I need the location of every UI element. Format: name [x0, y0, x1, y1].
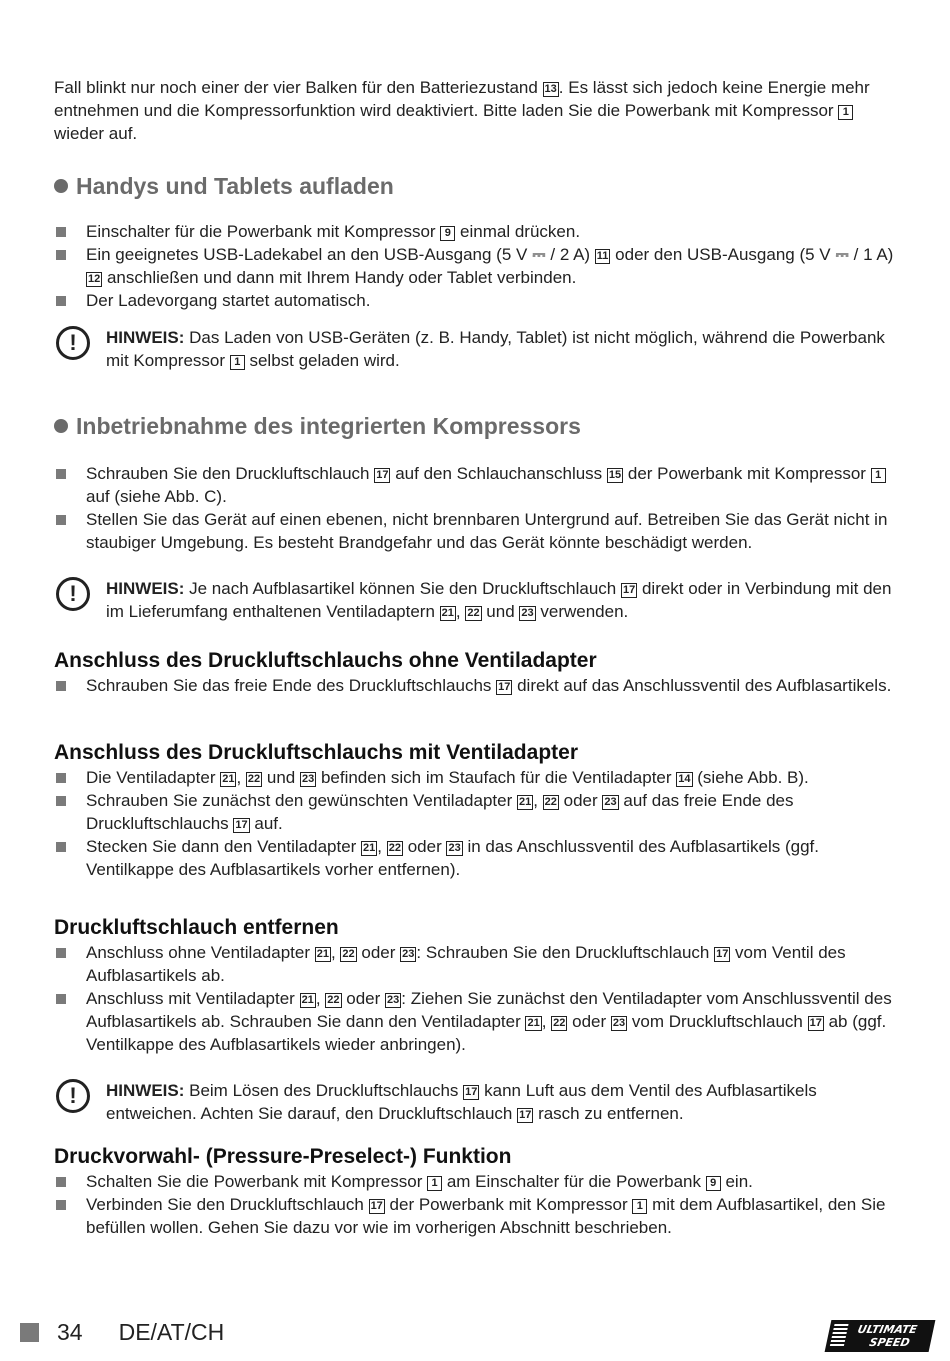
square-bullet-icon: [56, 681, 66, 691]
ref-number: 1: [427, 1176, 442, 1191]
list-item: Stecken Sie dann den Ventiladapter 21 , 22 oder 23 in das Anschlussventil des Aufblasartikels (ggf. Ventilkappe des Aufblasartikels vorher entfernen).: [54, 835, 899, 881]
square-bullet-icon: [56, 515, 66, 525]
ref-number: 22: [342, 948, 355, 960]
ref-number: 23: [387, 994, 400, 1006]
ref-number: 21: [222, 773, 235, 785]
ref-number: 21: [518, 796, 532, 808]
ref-number: 21: [527, 1017, 540, 1029]
list-item: Einschalter für die Powerbank mit Kompressor 9 einmal drücken.: [54, 220, 899, 243]
subsection-heading: Anschluss des Druckluftschlauchs mit Ventiladapter: [54, 741, 578, 764]
square-bullet-icon: [56, 773, 66, 783]
dc-symbol-icon: ⎓: [835, 245, 849, 264]
logo-stripes-icon: [829, 1324, 848, 1348]
footer-square-icon: [20, 1323, 39, 1342]
heading-bullet-icon: [54, 419, 68, 433]
section-heading: Inbetriebnahme des integrierten Kompressors: [54, 412, 899, 440]
list-item: Schrauben Sie zunächst den gewünschten Ventiladapter 21 , 22 oder 23 auf das freie Ende des Druckluftschlauchs 17 auf.: [54, 789, 899, 835]
square-bullet-icon: [56, 469, 66, 479]
list-item: Verbinden Sie den Druckluftschlauch 17 der Powerbank mit Kompressor 1 mit dem Aufblasartikel, den Sie befüllen wollen. Gehen Sie dazu vor wie im vorherigen Abschnitt beschrieben.: [54, 1193, 899, 1239]
ref-number: 17: [622, 584, 636, 596]
ref-number: 17: [465, 1086, 478, 1098]
ref-number: 17: [376, 469, 389, 481]
note-block: ! HINWEIS: Beim Lösen des Druckluftschlauchs 17 kann Luft aus dem Ventil des Aufblasartikels entweichen. Achten Sie darauf, den Druckluftschlauch 17 rasch zu entfernen.: [54, 1079, 899, 1125]
ref-number: 9: [706, 1176, 721, 1191]
section-heading: Handys und Tablets aufladen: [54, 172, 899, 200]
list-item: Stellen Sie das Gerät auf einen ebenen, nicht brennbaren Untergrund auf. Betreiben Sie das Gerät nicht in staubiger Umgebung. Es besteht Brandgefahr und das Gerät könnte beschädigt werden.: [54, 508, 899, 554]
ref-number: 9: [440, 226, 455, 241]
brand-logo: ULTIMATE SPEED: [825, 1320, 936, 1352]
bullet-list: [54, 941, 899, 1056]
bullet-list: [54, 1170, 899, 1239]
ref-number: 1: [838, 105, 853, 120]
bullet-list: [54, 462, 899, 554]
ref-number: 21: [316, 948, 329, 960]
list-item: Die Ventiladapter 21 , 22 und 23 befinden sich im Staufach für die Ventiladapter 14 (siehe Abb. B).: [54, 766, 899, 789]
note-block: ! HINWEIS: Je nach Aufblasartikel können Sie den Druckluftschlauch 17 direkt oder in Verbindung mit den im Lieferumfang enthaltenen Ventiladaptern 21 , 22 und 23 verwenden.: [54, 577, 899, 623]
ref-number: 14: [678, 773, 691, 785]
bullet-list: [54, 674, 899, 697]
ref-number: 13: [544, 83, 557, 95]
ref-number: 12: [88, 273, 101, 285]
ref-number: 11: [596, 250, 609, 262]
ref-number: 17: [716, 948, 729, 960]
ref-number: 23: [402, 948, 415, 960]
warning-exclamation-icon: !: [56, 577, 90, 611]
dc-symbol-icon: ⎓: [532, 245, 546, 264]
ref-number: 1: [871, 468, 886, 483]
ref-number: 21: [301, 994, 314, 1006]
ref-number: 22: [327, 994, 340, 1006]
list-item: Schrauben Sie den Druckluftschlauch 17 auf den Schlauchanschluss 15 der Powerbank mit Kompressor 1 auf (siehe Abb. C).: [54, 462, 899, 508]
ref-number: 17: [498, 681, 511, 693]
ref-number: 23: [604, 796, 617, 808]
ref-number: 22: [247, 773, 261, 785]
square-bullet-icon: [56, 1200, 66, 1210]
page-footer: [20, 1318, 224, 1346]
note-block: ! HINWEIS: Das Laden von USB-Geräten (z. B. Handy, Tablet) ist nicht möglich, während die Powerbank mit Kompressor 1 selbst geladen wird.: [54, 326, 899, 372]
square-bullet-icon: [56, 250, 66, 260]
subsection-heading: Druckluftschlauch entfernen: [54, 916, 339, 939]
ref-number: 1: [230, 355, 245, 370]
ref-number: 22: [388, 842, 401, 854]
ref-number: 21: [363, 842, 376, 854]
ref-number: 17: [235, 819, 248, 831]
ref-number: 22: [467, 607, 480, 619]
list-item: Schrauben Sie das freie Ende des Druckluftschlauchs 17 direkt auf das Anschlussventil des Aufblasartikels.: [54, 674, 899, 697]
ref-number: 23: [521, 607, 534, 619]
list-item: Ein geeignetes USB-Ladekabel an den USB-Ausgang (5 V ⎓ / 2 A) 11 oder den USB-Ausgang (5 V ⎓ / 1 A) 12 anschließen und dann mit Ihrem Handy oder Tablet verbinden.: [54, 243, 899, 289]
ref-number: 23: [448, 842, 461, 854]
ref-number: 22: [544, 796, 557, 808]
bullet-list: [54, 220, 899, 312]
warning-exclamation-icon: !: [56, 326, 90, 360]
square-bullet-icon: [56, 227, 66, 237]
square-bullet-icon: [56, 1177, 66, 1187]
locale-label: DE/AT/CH: [118, 1319, 225, 1345]
ref-number: 23: [612, 1017, 626, 1029]
ref-number: 17: [370, 1200, 383, 1212]
warning-exclamation-icon: !: [56, 1079, 90, 1113]
subsection-heading: Druckvorwahl- (Pressure-Preselect-) Funktion: [54, 1145, 512, 1168]
list-item: Der Ladevorgang startet automatisch.: [54, 289, 899, 312]
ref-number: 22: [553, 1017, 566, 1029]
ref-number: 17: [809, 1017, 822, 1029]
square-bullet-icon: [56, 948, 66, 958]
bullet-list: [54, 766, 899, 881]
ref-number: 17: [519, 1109, 532, 1121]
list-item: Schalten Sie die Powerbank mit Kompressor 1 am Einschalter für die Powerbank 9 ein.: [54, 1170, 899, 1193]
square-bullet-icon: [56, 994, 66, 1004]
list-item: Anschluss ohne Ventiladapter 21 , 22 oder 23 : Schrauben Sie den Druckluftschlauch 17 vom Ventil des Aufblasartikels ab.: [54, 941, 899, 987]
subsection-heading: Anschluss des Druckluftschlauchs ohne Ventiladapter: [54, 649, 597, 672]
square-bullet-icon: [56, 842, 66, 852]
square-bullet-icon: [56, 796, 66, 806]
square-bullet-icon: [56, 296, 66, 306]
manual-page: [54, 76, 899, 1239]
page-number: 34: [57, 1319, 83, 1345]
ref-number: 1: [632, 1199, 647, 1214]
ref-number: 23: [301, 773, 315, 785]
heading-bullet-icon: [54, 179, 68, 193]
intro-paragraph: Fall blinkt nur noch einer der vier Balken für den Batteriezustand 13 . Es lässt sich jedoch keine Energie mehr entnehmen und die Kompressorfunktion wird deaktiviert. Bitte laden Sie die Powerbank mit Kompressor 1 wieder auf.: [54, 78, 870, 143]
ref-number: 15: [608, 469, 622, 481]
list-item: Anschluss mit Ventiladapter 21 , 22 oder 23 : Ziehen Sie zunächst den Ventiladapter vom Anschlussventil des Aufblasartikels ab. Schrauben Sie dann den Ventiladapter 21 , 22 oder 23 vom Druckluftschlauch 17 ab (ggf. Ventilkappe des Aufblasartikels wieder anbringen).: [54, 987, 899, 1056]
ref-number: 21: [441, 607, 454, 619]
